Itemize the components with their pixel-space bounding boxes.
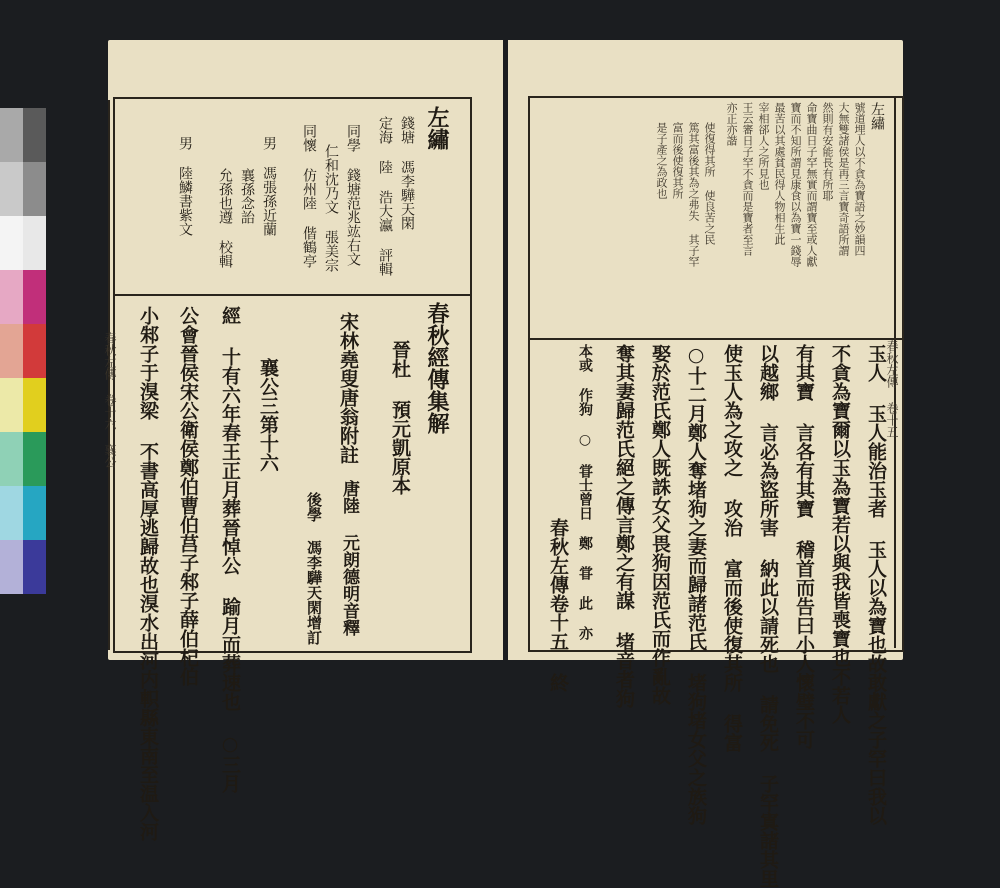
author-line-4: 後學 馮李驊天閑增訂 bbox=[305, 492, 323, 645]
note-column-11: 篤其富後其為之弗失 其子罕 bbox=[687, 122, 700, 267]
left-header-title: 左繡 bbox=[424, 106, 450, 150]
main-column-2: 不貪為寶爾以玉為寶若以與我皆喪寶也不若人 bbox=[829, 344, 851, 724]
color-swatch bbox=[0, 378, 23, 432]
editor-line-2: 定海 陸 浩大瀛 評輯 bbox=[377, 116, 393, 276]
color-swatch bbox=[0, 324, 23, 378]
color-calibration-bar bbox=[0, 108, 48, 598]
editor-line-1: 錢塘 馮李驊天閑 bbox=[399, 116, 415, 230]
editor-line-8: 允孫也遵 校輯 bbox=[217, 168, 233, 268]
main-column-5: 使玉人為之攻之 攻治 富而後使復其所 得富 bbox=[721, 344, 743, 752]
color-swatch bbox=[0, 432, 23, 486]
editor-line-9: 男 陸鱗書紫文 bbox=[177, 136, 193, 236]
author-line-1: 晉杜 預元凱原本 bbox=[389, 340, 411, 495]
left-lower-frame bbox=[113, 294, 472, 841]
color-swatch bbox=[23, 378, 46, 432]
main-column-6: ○十二月鄭人奪堵狗之妻而歸諸范氏 堵狗堵女父之族狗 bbox=[685, 344, 707, 825]
editor-line-7: 襄孫念詒 bbox=[239, 168, 255, 224]
color-swatch bbox=[0, 216, 23, 270]
color-swatch bbox=[0, 108, 23, 162]
text-column-3: 小邾子于湨梁 不書高厚逃歸故也湨水出河内軹縣東南至温入河 bbox=[137, 306, 159, 841]
editor-line-5: 同懷 仿州陸 偕鶴亭 bbox=[301, 124, 317, 268]
main-column-7: 娶於范氏鄭人既誅女父畏狗因范氏而作亂故 bbox=[649, 344, 671, 705]
right-page bbox=[508, 40, 903, 888]
note-column-1: 號道埋人以不貪為寶語之妙韻四 bbox=[853, 102, 866, 256]
editor-line-6: 男 馮張孫近蘭 bbox=[261, 136, 277, 236]
note-column-2: 大無雙諸侯是再三言寶奇語所謂 bbox=[837, 102, 850, 256]
color-swatch bbox=[0, 486, 23, 540]
right-header-title: 左繡 bbox=[869, 102, 885, 130]
left-upper-frame bbox=[113, 97, 472, 296]
text-column-2: 公會晉侯宋公衛侯鄭伯曹伯莒子邾子薛伯杞伯 bbox=[177, 306, 199, 686]
chapter-title: 襄公三第十六 bbox=[257, 358, 279, 472]
color-swatch bbox=[23, 324, 46, 378]
main-column-1: 玉人 玉人能治玉者 玉人以為寶也故敢獻之子罕曰我以 bbox=[865, 344, 887, 825]
color-swatch bbox=[0, 270, 23, 324]
text-column-1: 經 十有六年春王正月葬晉悼公 踰月而葬速也 ○三月 bbox=[219, 306, 241, 793]
editor-line-4: 仁和沈乃文 張美宗 bbox=[323, 144, 339, 272]
left-spine-label: 春秋左傳 卷十六 襄公 bbox=[103, 332, 117, 468]
note-column-4: 命寶曲日子罕無實而謂寶至或人獻 bbox=[805, 102, 818, 267]
color-swatch bbox=[23, 270, 46, 324]
note-column-8: 王云審日子罕不貪而是寶者至言 bbox=[741, 102, 754, 256]
note-column-12: 富而後使復其所 bbox=[671, 122, 684, 199]
color-swatch bbox=[23, 108, 46, 162]
color-swatch bbox=[23, 486, 46, 540]
author-line-3: 唐陸 元朗德明音釋 bbox=[339, 480, 359, 636]
note-column-6: 最苦以其處貧民得人物相生此 bbox=[773, 102, 786, 245]
main-column-4: 以越鄉 言必為盜所害 納此以請死也 請免死 子罕寘諸其里 bbox=[757, 344, 779, 888]
color-swatch bbox=[23, 162, 46, 216]
color-swatch bbox=[23, 540, 46, 594]
note-column-3: 然則有安能長有所耶 bbox=[821, 102, 834, 201]
right-spine-label: 春秋左傳 卷十五 bbox=[885, 340, 899, 438]
note-column-7: 宰相郤人之所見也 bbox=[757, 102, 770, 190]
color-swatch bbox=[23, 216, 46, 270]
color-swatch bbox=[0, 540, 23, 594]
color-swatch bbox=[23, 432, 46, 486]
book-title: 春秋經傳集解 bbox=[424, 302, 450, 434]
editor-line-3: 同學 錢塘范兆竑右文 bbox=[345, 124, 361, 266]
note-column-10: 使復得其所 使良苦之民 bbox=[703, 122, 716, 245]
note-column-5: 寶而不知所謂見康食以為寶一錢辱 bbox=[789, 102, 802, 267]
note-column-9: 亦正亦諧 bbox=[725, 102, 738, 146]
color-swatch bbox=[0, 162, 23, 216]
author-line-2: 宋林堯叟唐翁附註 bbox=[337, 312, 359, 464]
volume-end-marker: 春秋左傳卷十五 終 bbox=[547, 518, 569, 692]
main-column-8: 奪其妻歸范氏絕之傳言鄭之有謀 堵音者狗 bbox=[613, 344, 635, 708]
note-column-13: 是子產之為政也 bbox=[655, 122, 668, 199]
main-column-9: 本或 作狗 ○ 甞士曾日 鄭 甞 此 亦 bbox=[577, 344, 593, 640]
main-column-3: 有其寶 言各有其寶 稽首而告曰小人懷璧不可 bbox=[793, 344, 815, 749]
left-page bbox=[103, 40, 503, 841]
